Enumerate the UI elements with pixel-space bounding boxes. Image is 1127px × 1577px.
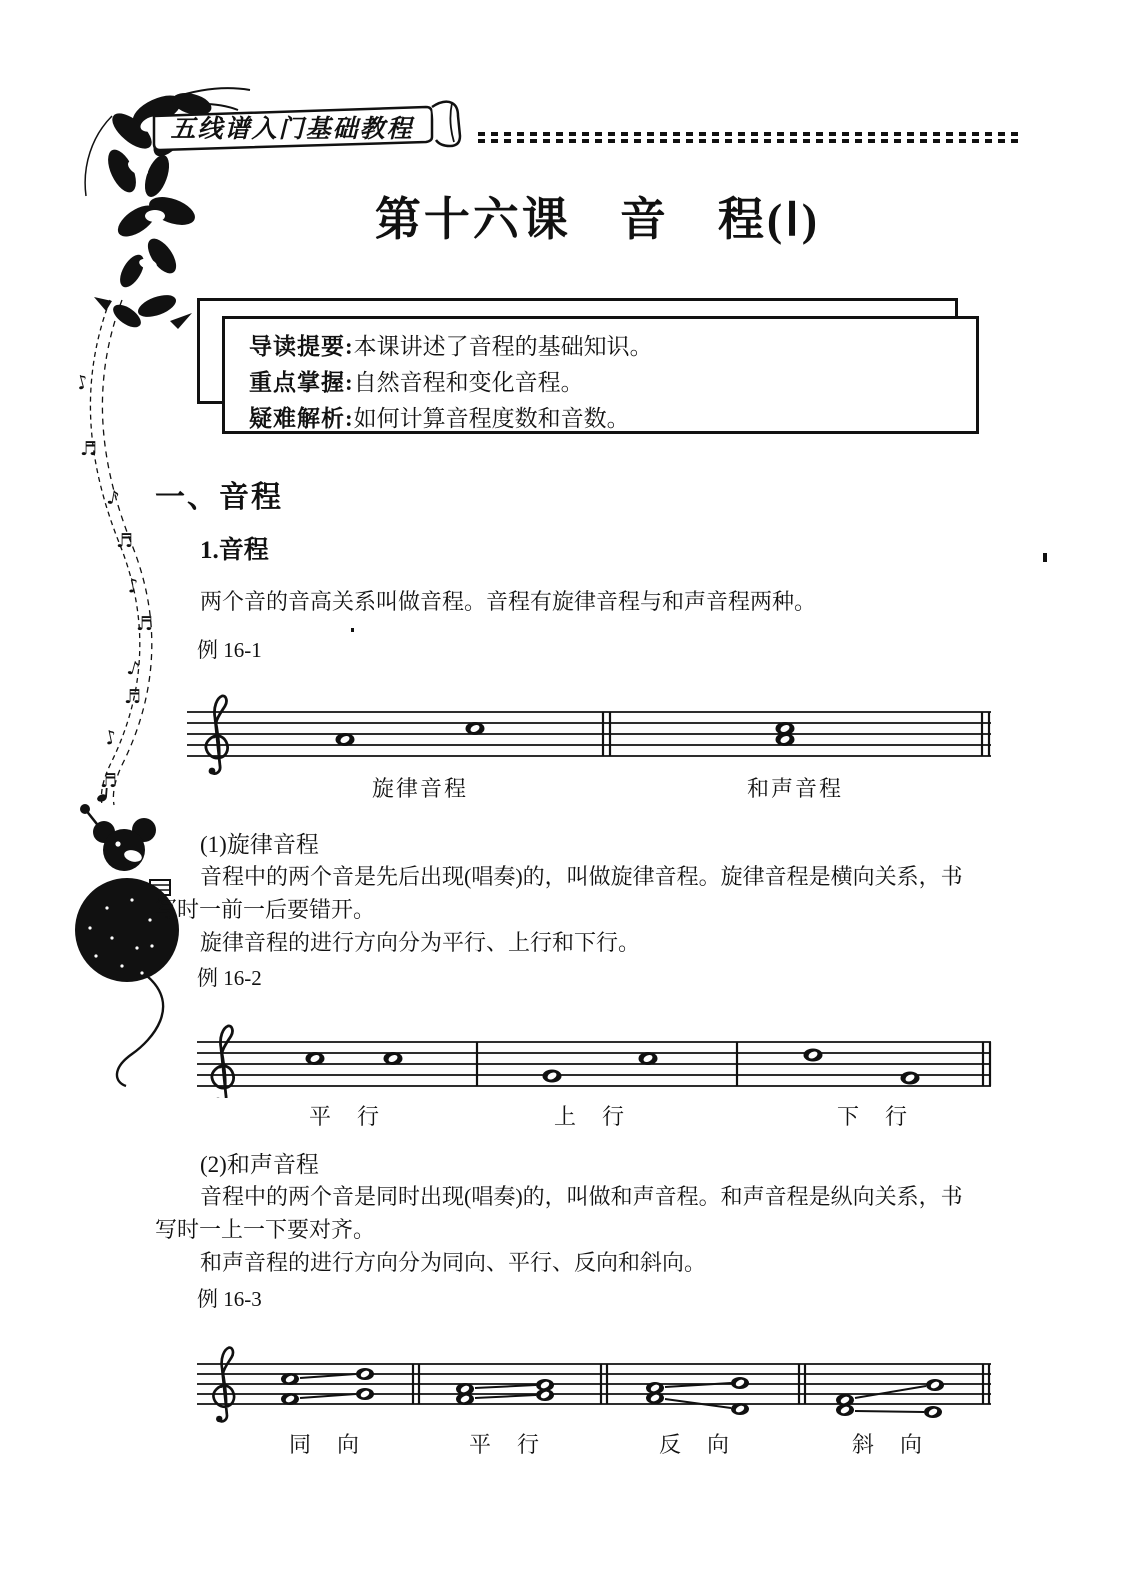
parallel-motion-notes: [306, 1052, 403, 1065]
example2-caption-parallel: 平 行: [308, 1104, 382, 1129]
treble-clef-icon: [206, 696, 228, 775]
melodic-paragraph-line1: 音程中的两个音是先后出现(唱奏)的，叫做旋律音程。旋律音程是横向关系，书: [200, 864, 963, 889]
subsection-heading-harmonic: (2)和声音程: [200, 1152, 319, 1177]
svg-text:♬: ♬: [100, 770, 118, 792]
summary-item-label: 导读提要:: [249, 334, 354, 359]
treble-clef-icon: [213, 1348, 234, 1423]
summary-item-label: 疑难解析:: [249, 406, 354, 431]
page-title: 第十六课 音 程(Ⅰ): [374, 194, 821, 245]
svg-text:♬: ♬: [136, 613, 154, 635]
svg-text:♪: ♪: [124, 656, 143, 681]
scan-speck: [351, 628, 354, 632]
example1-caption-harmonic: 和声音程: [746, 776, 844, 801]
svg-text:♪: ♪: [105, 486, 121, 511]
staff-lines: [187, 712, 991, 756]
summary-item-text: 自然音程和变化音程。: [353, 370, 584, 395]
mouse-tail: [117, 976, 163, 1086]
example2-caption-ascending: 上 行: [553, 1104, 627, 1129]
summary-item: [249, 365, 976, 401]
example3-caption-contrary: 反 向: [658, 1432, 732, 1457]
harmonic-paragraph-line1: 音程中的两个音是同时出现(唱奏)的，叫做和声音程。和声音程是纵向关系，书: [200, 1184, 963, 1209]
parallel-motion-group: [456, 1379, 554, 1405]
summary-item-text: 本课讲述了音程的基础知识。: [353, 334, 653, 359]
summary-item: [249, 401, 976, 437]
summary-item-label: 重点掌握:: [249, 370, 354, 395]
svg-text:♬: ♬: [80, 438, 98, 460]
dashed-divider: [478, 130, 1023, 144]
header-banner: [140, 96, 480, 160]
harmonic-direction-paragraph: 和声音程的进行方向分为同向、平行、反向和斜向。: [200, 1250, 707, 1275]
example3-caption-parallel: 平 行: [468, 1432, 542, 1457]
summary-item-text: 如何计算音程度数和音数。: [353, 406, 630, 431]
staff-lines: [197, 1364, 991, 1404]
contrary-motion-group: [646, 1377, 749, 1415]
summary-box: [222, 316, 979, 434]
example-label-3: 例 16-3: [197, 1287, 262, 1311]
ascending-motion-notes: [543, 1052, 658, 1083]
example1-caption-melodic: 旋律音程: [371, 776, 469, 801]
treble-clef-icon: [212, 1026, 234, 1098]
subsection-heading-melodic: (1)旋律音程: [200, 832, 319, 857]
svg-text:♪: ♪: [73, 370, 92, 395]
example2-caption-descending: 下 行: [836, 1104, 910, 1129]
scan-speck: [1043, 553, 1047, 562]
music-example-1: [185, 690, 995, 785]
summary-item: [249, 329, 976, 365]
subsection-heading-1: 1.音程: [200, 537, 269, 564]
descending-motion-notes: [804, 1049, 920, 1085]
music-example-2: [195, 1020, 995, 1098]
svg-text:♬: ♬: [116, 530, 134, 552]
intro-paragraph: 两个音的音高关系叫做音程。音程有旋律音程与和声音程两种。: [200, 589, 817, 614]
music-example-3: [195, 1338, 995, 1423]
melodic-paragraph-line2: 写时一前一后要错开。: [155, 897, 376, 922]
example-label-2: 例 16-2: [197, 966, 262, 990]
svg-text:♬: ♬: [124, 686, 142, 708]
svg-text:♪: ♪: [125, 574, 141, 598]
mouse-illustration: [52, 788, 202, 1090]
example3-caption-similar: 同 向: [288, 1432, 362, 1457]
svg-text:♪: ♪: [102, 725, 119, 750]
melodic-direction-paragraph: 旋律音程的进行方向分为平行、上行和下行。: [200, 930, 641, 955]
section-heading: 一、音程: [155, 481, 283, 514]
harmonic-paragraph-line2: 写时一上一下要对齐。: [155, 1217, 376, 1242]
example-label-1: 例 16-1: [197, 638, 262, 662]
ribbon-roll: [432, 102, 460, 146]
banner-title: 五线谱入门基础教程: [170, 116, 414, 143]
example3-caption-oblique: 斜 向: [851, 1432, 925, 1457]
music-note-icon: [74, 370, 153, 792]
